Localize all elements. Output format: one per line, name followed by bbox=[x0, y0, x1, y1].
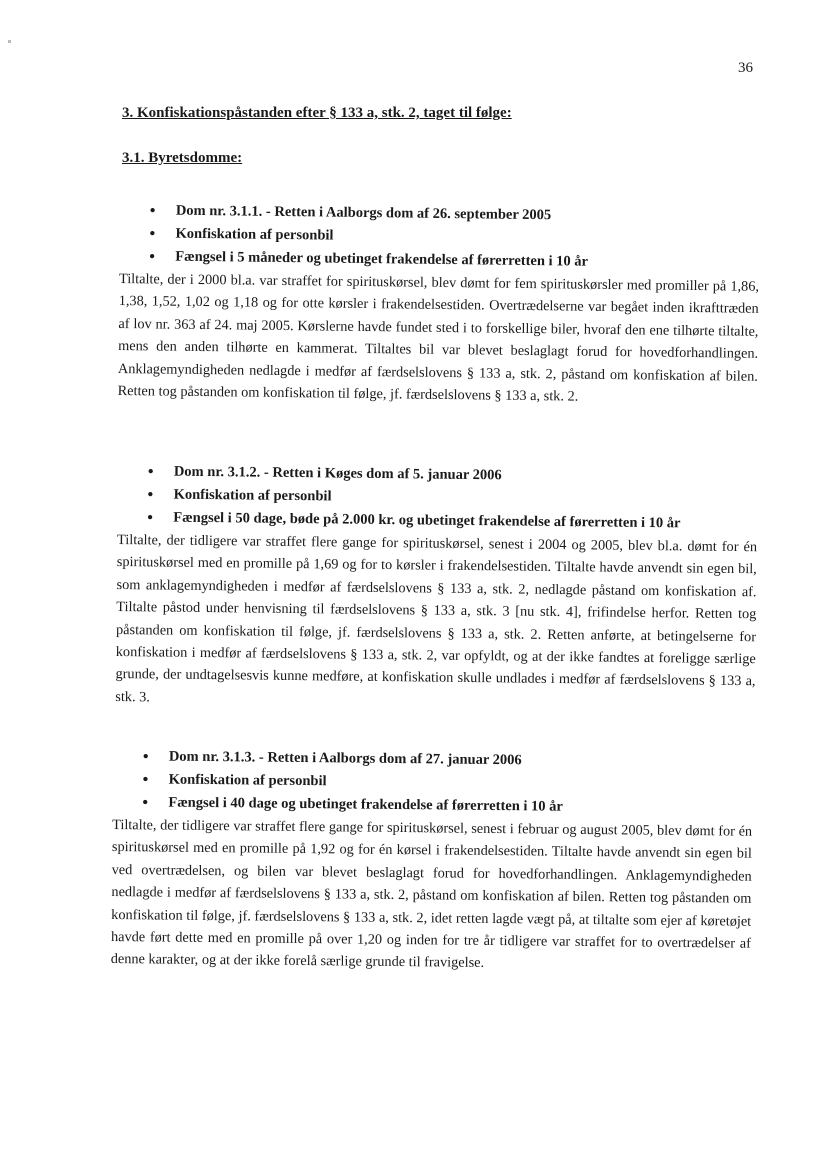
case-title: • Dom nr. 3.1.3. - Retten i Aalborgs dom af 27. januar 2006 bbox=[143, 745, 753, 774]
case-title: • Dom nr. 3.1.2. - Retten i Køges dom af 5. januar 2006 bbox=[148, 460, 758, 490]
case-3-1-1 bbox=[118, 199, 760, 410]
case-sentence: • Fængsel i 50 dage, bøde på 2.000 kr. og ubetinget frakendelse af førerretten i 10 år bbox=[147, 506, 757, 536]
case-confiscation: • Konfiskation af personbil bbox=[143, 768, 753, 797]
case-sentence: • Fængsel i 5 måneder og ubetinget frakendelse af førerretten i 10 år bbox=[149, 245, 759, 275]
case-sentence: • Fængsel i 40 dage og ubetinget frakendelse af førerretten i 10 år bbox=[142, 791, 752, 820]
case-3-1-3 bbox=[111, 745, 753, 978]
case-description: Tiltalte, der tidligere var straffet flere gange for spirituskørsel, senest i februar og august 2005, blev dømt for én spirituskørsel med en promille på 1,92 og for én kørsel i frakendelsestiden. Tiltalte havde anvendt sin egen bil ved overtrædelsen, og bilen var blevet beslaglagt forud for hovedforhandlingen. Anklagemyndigheden nedlagde i medfør af færdselslovens § 133 a, stk. 2, påstand om konfiskation af bilen. Retten tog påstanden om konfiskation til følge, jf. færdselslovens § 133 a, stk. 2, idet retten lagde vægt på, at tiltalte som ejer af køretøjet havde ført dette med en promille på over 1,20 og inden for tre år tidligere var straffet for to overtrædelser af denne karakter, og at der ikke forelå særlige grunde til fravigelse. bbox=[110, 816, 753, 972]
case-confiscation: • Konfiskation af personbil bbox=[149, 222, 759, 252]
subsection-heading: 3.1. Byretsdomme: bbox=[122, 150, 243, 166]
case-summary-list bbox=[117, 460, 758, 536]
scan-artifact bbox=[8, 40, 11, 43]
page-number: 36 bbox=[738, 60, 753, 76]
section-heading: 3. Konfiskationspåstanden efter § 133 a, stk. 2, taget til følge: bbox=[122, 105, 512, 121]
case-confiscation: • Konfiskation af personbil bbox=[147, 483, 757, 513]
case-description: Tiltalte, der i 2000 bl.a. var straffet for spirituskørsel, blev dømt for fem spirituskørsler med promiller på 1,86, 1,38, 1,52, 1,02 og 1,18 og for otte kørsler i frakendelsestiden. Overtrædelserne var begået inden ikrafttræden af lov nr. 363 af 24. maj 2005. Kørslerne havde fundet sted i to forskellige biler, hvoraf den ene tilhørte tiltalte, mens den anden tilhørte en kammerat. Tiltaltes bil var blevet beslaglagt forud for hovedforhandlingen. Anklagemyndigheden nedlagde i medfør af færdselslovens § 133 a, stk. 2, påstand om konfiskation af bilen. Retten tog påstanden om konfiskation til følge, jf. færdselslovens § 133 a, stk. 2. bbox=[117, 270, 760, 405]
case-title: • Dom nr. 3.1.1. - Retten i Aalborgs dom af 26. september 2005 bbox=[150, 199, 760, 229]
case-summary-list bbox=[119, 199, 760, 276]
case-description: Tiltalte, der tidligere var straffet flere gange for spirituskørsel, senest i 2004 og 2005, blev bl.a. dømt for én spirituskørsel med en promille på 1,69 og for to kørsler i frakendelsestiden. Tiltalte havde anvendt sin egen bil, som anklagemyndigheden i medfør af færdselslovens § 133 a, stk. 2, nedlagde påstand om konfiskation af. Tiltalte påstod under henvisning til færdselslovens § 133 a, stk. 3 [nu stk. 4], frifindelse herfor. Retten tog påstanden om konfiskation til følge, jf. færdselslovens § 133 a, stk. 2. Retten anførte, at betingelserne for konfiskation i medfør af færdselslovens § 133 a, stk. 2, var opfyldt, og at der ikke fandtes at foreligge særlige grunde, der undtagelsesvis kunne medføre, at konfiskation skulle undlades i medfør af færdselslovens § 133 a, stk. 3. bbox=[115, 531, 758, 706]
case-3-1-2 bbox=[115, 460, 758, 715]
case-summary-list bbox=[112, 745, 753, 821]
